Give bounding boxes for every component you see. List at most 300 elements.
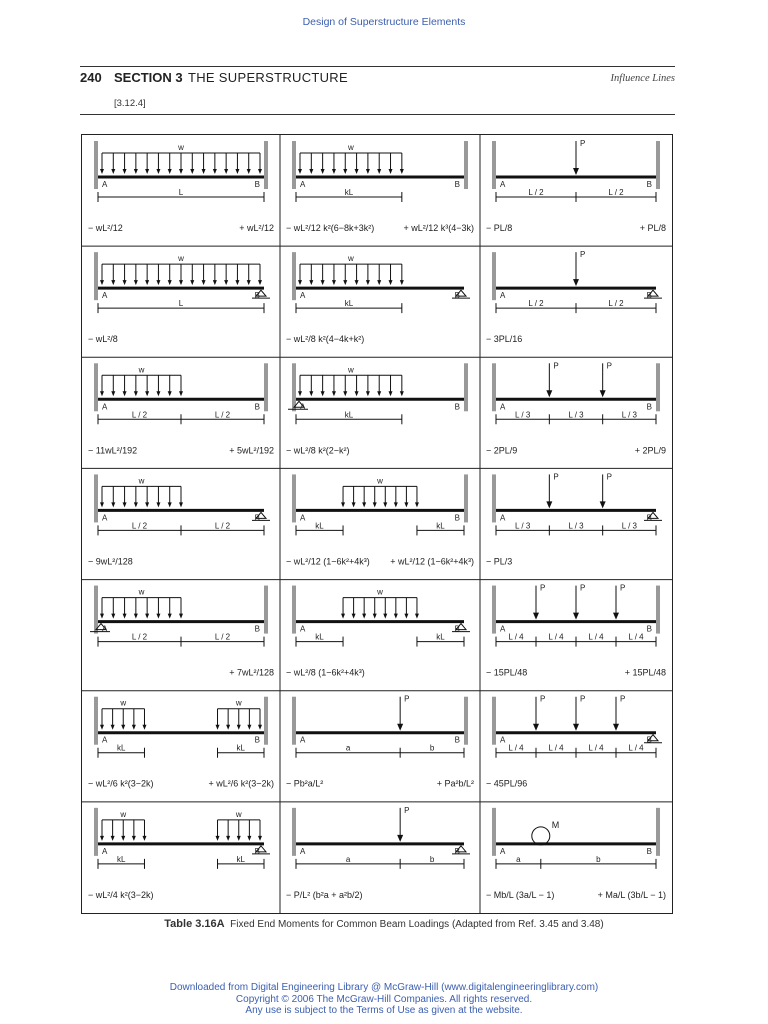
udl-arrowhead	[100, 614, 104, 619]
dimension-label: kL	[117, 854, 126, 864]
dimension-label: L	[178, 188, 184, 197]
end-label-b: B	[646, 513, 652, 523]
udl-arrowhead	[224, 280, 228, 285]
fixed-wall-left	[94, 474, 98, 522]
udl-arrowhead	[247, 836, 251, 841]
section-title: THE SUPERSTRUCTURE	[188, 70, 348, 85]
load-label: P	[580, 139, 586, 148]
udl-arrowhead	[202, 169, 206, 174]
udl-arrowhead	[258, 280, 262, 285]
udl-arrowhead	[235, 280, 239, 285]
udl-arrowhead	[377, 169, 381, 174]
fem-left: − wL²/12 k²(6−8k+3k²)	[286, 223, 375, 233]
udl-arrowhead	[100, 391, 104, 396]
udl-arrowhead	[134, 391, 138, 396]
fem-right: + wL²/6 k²(3−2k)	[208, 778, 274, 789]
udl-arrowhead	[415, 502, 419, 507]
udl-arrowhead	[247, 169, 251, 174]
fixed-wall-left	[94, 586, 98, 634]
dimension-label: L / 4	[588, 743, 604, 753]
udl-arrowhead	[400, 169, 404, 174]
end-label-a: A	[500, 402, 506, 412]
dimension-label: L / 4	[508, 743, 524, 753]
udl-arrowhead	[235, 169, 239, 174]
caption-label: Table 3.16A	[164, 918, 225, 930]
udl-arrowhead	[394, 502, 398, 507]
udl-arrowhead	[216, 725, 220, 730]
udl-arrowhead	[111, 280, 115, 285]
load-label: P	[606, 361, 613, 371]
udl-arrowhead	[179, 502, 183, 507]
end-label-b: B	[454, 291, 460, 301]
load-label: w	[120, 809, 127, 819]
dimension-label: L	[178, 299, 184, 309]
udl-arrowhead	[213, 169, 217, 174]
udl-arrowhead	[145, 169, 149, 174]
load-label: P	[540, 694, 546, 704]
fixed-wall-right	[464, 141, 468, 189]
udl-arrowhead	[258, 725, 262, 730]
udl-arrowhead	[400, 280, 404, 285]
end-label-b: B	[254, 402, 260, 412]
point-load-arrowhead	[613, 724, 619, 731]
load-label: w	[138, 476, 145, 486]
udl-arrowhead	[355, 169, 359, 174]
udl-arrowhead	[111, 391, 115, 396]
point-load-arrowhead	[613, 613, 619, 620]
udl-arrowhead	[156, 169, 160, 174]
udl-arrowhead	[156, 391, 160, 396]
udl-arrowhead	[111, 725, 115, 730]
end-label-b: B	[454, 624, 460, 634]
udl-arrowhead	[366, 391, 370, 396]
dimension-label: a	[345, 854, 351, 864]
fem-left: − 9wL²/128	[88, 556, 133, 567]
fixed-wall-left	[94, 363, 98, 411]
fem-left: − 15PL/48	[486, 667, 528, 678]
end-label-b: B	[454, 402, 460, 412]
udl-arrowhead	[258, 836, 262, 841]
dimension-label: L / 3	[621, 410, 637, 420]
udl-arrowhead	[321, 280, 325, 285]
udl-arrowhead	[190, 280, 194, 285]
end-label-a: A	[300, 735, 306, 745]
dimension-label: L / 2	[608, 188, 624, 197]
fem-right: + PL/8	[639, 223, 666, 233]
fem-left: − wL²/8 (1−6k²+4k³)	[286, 667, 365, 678]
udl-arrowhead	[100, 725, 104, 730]
page-footer	[0, 982, 768, 1017]
fem-left: − PL/3	[486, 556, 513, 567]
dimension-label: kL	[117, 743, 126, 753]
end-label-a: A	[500, 735, 506, 745]
udl-arrowhead	[383, 614, 387, 619]
fixed-wall-left	[492, 808, 496, 856]
udl-arrowhead	[100, 502, 104, 507]
dimension-label: kL	[344, 410, 354, 420]
load-label: P	[606, 472, 613, 482]
udl-arrowhead	[377, 280, 381, 285]
point-load-arrowhead	[600, 390, 606, 397]
end-label-a: A	[500, 513, 506, 523]
udl-arrowhead	[179, 169, 183, 174]
fixed-wall-left	[292, 586, 296, 634]
udl-arrowhead	[134, 169, 138, 174]
udl-arrowhead	[111, 614, 115, 619]
dimension-label: a	[516, 854, 521, 864]
udl-arrowhead	[213, 280, 217, 285]
udl-arrowhead	[237, 836, 241, 841]
udl-arrowhead	[142, 836, 146, 841]
load-label: P	[580, 694, 586, 704]
load-label: w	[348, 365, 354, 375]
end-label-a: A	[102, 180, 108, 189]
dimension-label: a	[345, 743, 351, 753]
moment-arc	[532, 827, 550, 845]
dimension-label: kL	[315, 632, 324, 642]
footer-line-1[interactable]: Downloaded from Digital Engineering Library @ McGraw-Hill (www.digitalengineeringlibrary.com)	[169, 982, 599, 993]
udl-arrowhead	[168, 614, 172, 619]
udl-arrowhead	[132, 725, 136, 730]
load-label: w	[377, 587, 383, 597]
dimension-label: b	[429, 743, 435, 753]
udl-arrowhead	[168, 391, 172, 396]
udl-arrowhead	[389, 391, 393, 396]
fem-right: + wL²/12 k³(4−3k)	[403, 223, 474, 233]
udl-arrowhead	[298, 391, 302, 396]
udl-arrowhead	[237, 725, 241, 730]
end-label-b: B	[646, 402, 652, 412]
udl-arrowhead	[123, 280, 127, 285]
end-label-a: A	[500, 291, 506, 301]
beam-diagrams	[82, 135, 672, 913]
end-label-a: A	[102, 624, 108, 634]
fem-left: − wL²/8	[88, 334, 118, 345]
dimension-label: L / 2	[131, 521, 148, 531]
end-label-a: A	[300, 513, 306, 523]
udl-arrowhead	[355, 280, 359, 285]
fem-right: + 7wL²/128	[229, 667, 274, 678]
udl-arrowhead	[373, 502, 377, 507]
fem-right: + wL²/12 (1−6k²+4k³)	[390, 556, 474, 567]
dimension-label: L / 3	[568, 410, 584, 420]
fixed-wall-right	[264, 586, 268, 634]
udl-arrowhead	[343, 169, 347, 174]
load-label: P	[540, 583, 546, 593]
point-load-arrowhead	[573, 279, 579, 286]
dimension-label: b	[429, 854, 435, 864]
fem-right: + wL²/12	[239, 223, 274, 233]
udl-arrowhead	[226, 725, 230, 730]
fem-left: − 3PL/16	[486, 334, 523, 345]
udl-arrowhead	[168, 502, 172, 507]
fixed-wall-right	[264, 141, 268, 189]
caption-text: Fixed End Moments for Common Beam Loadings (Adapted from Ref. 3.45 and 3.48)	[230, 919, 604, 930]
end-label-a: A	[500, 846, 506, 856]
end-label-b: B	[254, 513, 260, 523]
fixed-wall-left	[94, 697, 98, 745]
udl-arrowhead	[202, 280, 206, 285]
fixed-wall-left	[292, 474, 296, 522]
dimension-label: L / 2	[131, 632, 148, 642]
running-title: Influence Lines	[610, 73, 675, 84]
fem-right: + Pa²b/L²	[436, 778, 474, 789]
end-label-b: B	[646, 735, 652, 745]
udl-arrowhead	[111, 502, 115, 507]
load-label: P	[580, 583, 586, 593]
udl-arrowhead	[111, 836, 115, 841]
dimension-label: L / 4	[628, 632, 644, 642]
udl-arrowhead	[332, 280, 336, 285]
dimension-label: L / 3	[515, 410, 531, 420]
dimension-label: kL	[436, 521, 445, 531]
end-label-b: B	[646, 180, 652, 189]
dimension-label: b	[596, 854, 601, 864]
fixed-wall-left	[492, 697, 496, 745]
end-label-b: B	[254, 291, 260, 301]
load-label: P	[404, 805, 410, 815]
udl-arrowhead	[168, 280, 172, 285]
end-label-b: B	[254, 180, 260, 189]
fem-left: − Pb²a/L²	[286, 778, 324, 789]
dimension-label: L / 2	[214, 521, 231, 531]
fem-right: + Ma/L (3b/L − 1)	[597, 889, 666, 900]
page-header	[80, 66, 675, 87]
fixed-wall-right	[464, 697, 468, 745]
fixed-wall-left	[292, 808, 296, 856]
udl-arrowhead	[100, 280, 104, 285]
fem-left: − Mb/L (3a/L − 1)	[486, 889, 555, 900]
udl-arrowhead	[309, 280, 313, 285]
udl-arrowhead	[355, 391, 359, 396]
load-label: w	[377, 476, 383, 486]
dimension-label: L / 2	[214, 410, 231, 420]
load-label: P	[553, 361, 559, 371]
udl-arrowhead	[123, 614, 127, 619]
fixed-wall-left	[292, 252, 296, 300]
fem-left: − 45PL/96	[486, 778, 528, 789]
udl-arrowhead	[179, 614, 183, 619]
load-label: P	[580, 250, 586, 260]
udl-arrowhead	[132, 836, 136, 841]
point-load-arrowhead	[573, 613, 579, 620]
dimension-label: L / 3	[568, 521, 584, 531]
udl-arrowhead	[216, 836, 220, 841]
udl-arrowhead	[352, 502, 356, 507]
fixed-wall-right	[656, 586, 660, 634]
end-label-a: A	[300, 291, 306, 301]
load-label: w	[120, 698, 127, 708]
point-load-arrowhead	[573, 724, 579, 731]
end-label-b: B	[454, 735, 460, 745]
fixed-wall-left	[94, 141, 98, 189]
fixed-wall-right	[656, 808, 660, 856]
load-label: w	[235, 809, 242, 819]
udl-arrowhead	[258, 169, 262, 174]
udl-arrowhead	[377, 391, 381, 396]
dimension-label: kL	[344, 299, 354, 309]
dimension-label: L / 4	[508, 632, 524, 642]
fixed-wall-left	[492, 474, 496, 522]
udl-arrowhead	[404, 614, 408, 619]
fixed-wall-left	[292, 141, 296, 189]
udl-arrowhead	[321, 391, 325, 396]
end-label-b: B	[454, 846, 460, 856]
udl-arrowhead	[383, 502, 387, 507]
end-label-b: B	[646, 846, 652, 856]
udl-arrowhead	[156, 280, 160, 285]
page-number: 240	[80, 70, 102, 85]
udl-arrowhead	[343, 280, 347, 285]
fixed-wall-left	[292, 697, 296, 745]
udl-arrowhead	[145, 280, 149, 285]
fixed-wall-left	[492, 363, 496, 411]
load-label: M	[551, 819, 560, 830]
udl-arrowhead	[415, 614, 419, 619]
load-label: P	[404, 694, 410, 704]
dimension-label: L / 3	[621, 521, 637, 531]
dimension-label: L / 2	[528, 299, 544, 309]
udl-arrowhead	[298, 280, 302, 285]
udl-arrowhead	[298, 169, 302, 174]
dimension-label: L / 4	[628, 743, 644, 753]
dimension-label: kL	[236, 854, 245, 864]
udl-arrowhead	[352, 614, 356, 619]
header-rule	[80, 114, 675, 115]
point-load-arrowhead	[397, 724, 403, 731]
load-label: w	[235, 698, 242, 708]
end-label-a: A	[102, 513, 108, 523]
udl-arrowhead	[156, 614, 160, 619]
fixed-wall-right	[264, 363, 268, 411]
udl-arrowhead	[100, 836, 104, 841]
footer-line-3: Any use is subject to the Terms of Use as given at the website.	[245, 1005, 523, 1016]
end-label-b: B	[646, 291, 652, 301]
load-label: P	[553, 472, 559, 482]
load-label: P	[620, 694, 626, 704]
udl-arrowhead	[343, 391, 347, 396]
end-label-a: A	[102, 735, 108, 745]
udl-arrowhead	[366, 280, 370, 285]
udl-arrowhead	[309, 169, 313, 174]
fixed-wall-left	[492, 141, 496, 189]
udl-arrowhead	[404, 502, 408, 507]
dimension-label: L / 2	[528, 188, 544, 197]
top-source-link[interactable]: Design of Superstructure Elements	[302, 16, 466, 28]
end-label-a: A	[300, 180, 306, 189]
udl-arrowhead	[156, 502, 160, 507]
point-load-arrowhead	[397, 835, 403, 842]
udl-arrowhead	[100, 169, 104, 174]
fem-left: − wL²/8 k²(4−4k+k²)	[286, 334, 365, 345]
fem-left: − P/L² (b²a + a²b/2)	[286, 889, 363, 900]
fixed-wall-right	[656, 363, 660, 411]
udl-arrowhead	[341, 502, 345, 507]
dimension-label: L / 2	[131, 410, 148, 420]
fem-left: − 11wL²/192	[88, 445, 138, 456]
table-caption	[0, 918, 768, 930]
end-label-a: A	[300, 624, 306, 634]
dimension-label: L / 3	[515, 521, 531, 531]
udl-arrowhead	[123, 502, 127, 507]
udl-arrowhead	[145, 502, 149, 507]
udl-arrowhead	[247, 725, 251, 730]
end-label-b: B	[454, 180, 460, 189]
fixed-wall-left	[492, 252, 496, 300]
dimension-label: kL	[436, 632, 445, 642]
udl-arrowhead	[179, 280, 183, 285]
load-label: w	[348, 254, 354, 264]
dimension-label: kL	[344, 188, 354, 197]
udl-arrowhead	[226, 836, 230, 841]
udl-arrowhead	[332, 391, 336, 396]
udl-arrowhead	[134, 280, 138, 285]
end-label-b: B	[646, 624, 652, 634]
fem-right: + 15PL/48	[624, 667, 666, 678]
point-load-arrowhead	[533, 724, 539, 731]
fem-left: − wL²/8 k²(2−k²)	[286, 445, 350, 456]
fixed-wall-left	[94, 808, 98, 856]
udl-arrowhead	[309, 391, 313, 396]
point-load-arrowhead	[600, 501, 606, 508]
fixed-wall-right	[464, 363, 468, 411]
fem-left: − wL²/6 k²(3−2k)	[88, 778, 154, 789]
udl-arrowhead	[121, 836, 125, 841]
fem-left: − 2PL/9	[486, 445, 518, 456]
footer-line-2: Copyright © 2006 The McGraw-Hill Companies. All rights reserved.	[235, 993, 533, 1005]
fixed-wall-left	[292, 363, 296, 411]
fixed-wall-right	[656, 141, 660, 189]
udl-arrowhead	[134, 614, 138, 619]
fixed-wall-right	[264, 697, 268, 745]
fixed-wall-left	[492, 586, 496, 634]
udl-arrowhead	[121, 725, 125, 730]
udl-arrowhead	[332, 169, 336, 174]
udl-arrowhead	[247, 280, 251, 285]
point-load-arrowhead	[573, 168, 579, 175]
fem-left: − wL²/12	[88, 223, 123, 233]
fem-right: + 2PL/9	[634, 445, 666, 456]
end-label-b: B	[254, 735, 260, 745]
fixed-wall-right	[464, 474, 468, 522]
load-label: w	[138, 587, 145, 597]
end-label-a: A	[300, 402, 306, 412]
udl-arrowhead	[142, 725, 146, 730]
fem-left: − PL/8	[486, 223, 513, 233]
dimension-label: L / 4	[548, 743, 564, 753]
end-label-b: B	[254, 624, 260, 634]
udl-arrowhead	[362, 614, 366, 619]
udl-arrowhead	[321, 169, 325, 174]
dimension-label: L / 4	[548, 632, 564, 642]
fem-right: + 5wL²/192	[229, 445, 274, 456]
load-label: w	[178, 143, 184, 152]
section-label: SECTION 3	[114, 70, 183, 85]
dimension-label: L / 2	[214, 632, 231, 642]
end-label-a: A	[500, 624, 506, 634]
end-label-b: B	[254, 846, 260, 856]
udl-arrowhead	[134, 502, 138, 507]
udl-arrowhead	[394, 614, 398, 619]
udl-arrowhead	[389, 280, 393, 285]
udl-arrowhead	[389, 169, 393, 174]
udl-arrowhead	[190, 169, 194, 174]
load-label: P	[620, 583, 626, 593]
udl-arrowhead	[224, 169, 228, 174]
udl-arrowhead	[400, 391, 404, 396]
reference-tag: [3.12.4]	[114, 98, 146, 109]
udl-arrowhead	[366, 169, 370, 174]
